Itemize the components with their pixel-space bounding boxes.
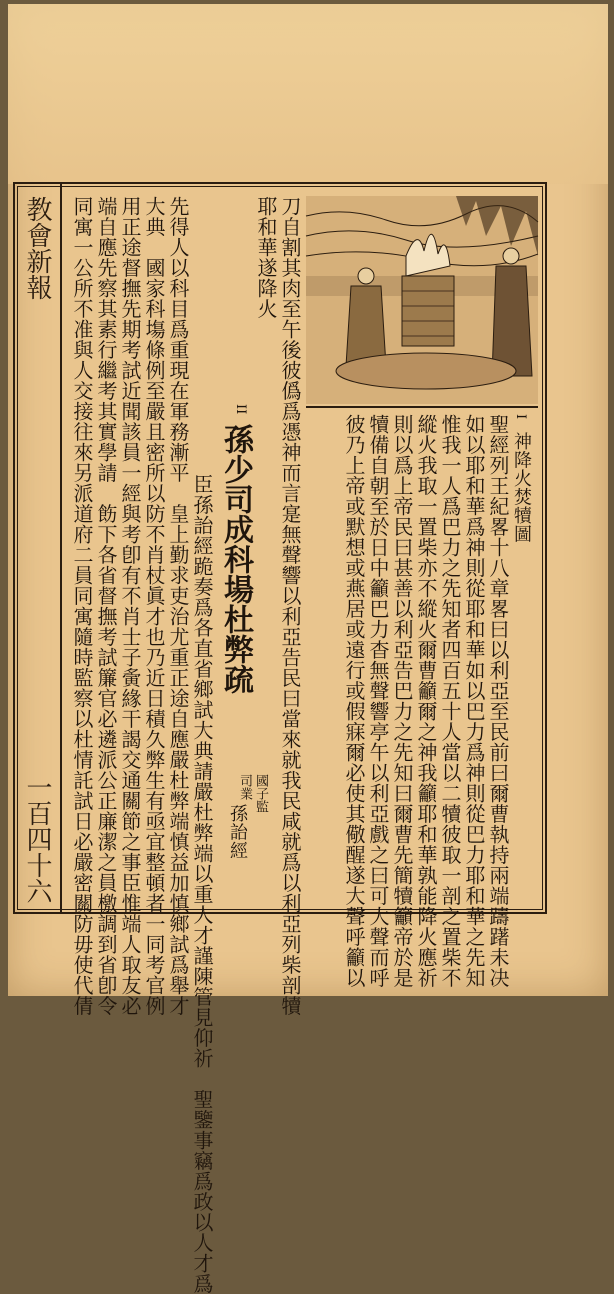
section-one-col-6: 犢備自朝至於日中籲巴力杳無聲響亭午以利亞戲之曰可大聲而呼 [366, 414, 390, 988]
newspaper-page [8, 4, 608, 1294]
section-two-title: 孫少司成科場杜弊疏 [218, 424, 253, 694]
section-one-col-2: 如以耶和華爲神則從耶和華如以巴力爲神則從巴力耶和華之先知 [462, 414, 486, 988]
section-two-col-2: 先得人以科目爲重現在軍務漸平 皇上勤求吏治尤重正途自應嚴杜弊端慎益加慎鄉試爲舉才 [166, 196, 190, 1016]
illustration-bottom-rule [306, 406, 538, 408]
section-two-marker: II [233, 404, 248, 415]
section-one-col-8: 刀自割其肉至午後彼僞爲憑神而言寔無聲響以利亞告民曰當來就我民咸就爲以利亞列柴剖犢 [278, 196, 302, 1016]
section-one-col-5: 則以爲上帝民曰甚善以利亞告巴力之先知曰爾曹先簡犢籲帝於是 [390, 414, 414, 988]
section-two-col-4: 用正途督撫先期考試近聞該員一經與考卽有不肖士子夤緣干謁交通關節之事臣惟端人取友必 [118, 196, 142, 1016]
section-one-col-3: 惟我一人爲巴力之先知者四百五十人當以二犢彼取一剖之置柴不 [438, 414, 462, 988]
section-one-col-9: 耶和華遂降火 [254, 196, 278, 319]
masthead-divider [60, 184, 62, 912]
section-one-col-4: 縱火我取一置柴亦不縱火爾曹籲爾之神我籲耶和華孰能降火應祈 [414, 414, 438, 988]
illustration-fire-on-altar [306, 196, 538, 404]
section-two-col-6: 同寓一公所不准與人交接往來另派道府二員同寓隨時監察以杜情託試日必嚴密關防毋使代倩 [70, 196, 94, 1016]
author-title-2: 司業 [237, 774, 252, 800]
section-two-col-5: 端自應先察其素行繼考其實學請 飭下各省督撫考試簾官必遴派公正廉潔之員檄調到省卽令 [94, 196, 118, 1016]
section-two-col-1: 臣孫詒經跪奏爲各直省鄉試大典請嚴杜弊端以重人才謹陳管見仰祈 聖鑒事竊爲政以人才爲 [190, 474, 214, 1294]
person-figure-right-icon [492, 248, 532, 376]
page-number: 一百四十六 [22, 774, 52, 904]
section-one-marker: I [513, 414, 528, 420]
section-two-col-3: 大典 國家科塲條例至嚴且密所以防不肖杖眞才也乃近日積久弊生有亟宜整頓者一同考官例 [142, 196, 166, 1016]
section-one-col-7: 彼乃上帝或默想或燕居或遠行或假寐爾必使其儆醒遂大聲呼籲以 [342, 414, 366, 988]
paper-stain [8, 4, 608, 184]
author-title-1: 國子監 [253, 774, 268, 813]
masthead: 教會新報 [22, 196, 52, 300]
section-one-col-1: 聖經列王紀畧十八章畧曰以利亞至民前曰爾曹執持兩端躊躇未决 [486, 414, 510, 988]
section-one-title: 神降火焚犢圖 [511, 432, 532, 543]
author-name: 孫詒經 [227, 804, 248, 860]
